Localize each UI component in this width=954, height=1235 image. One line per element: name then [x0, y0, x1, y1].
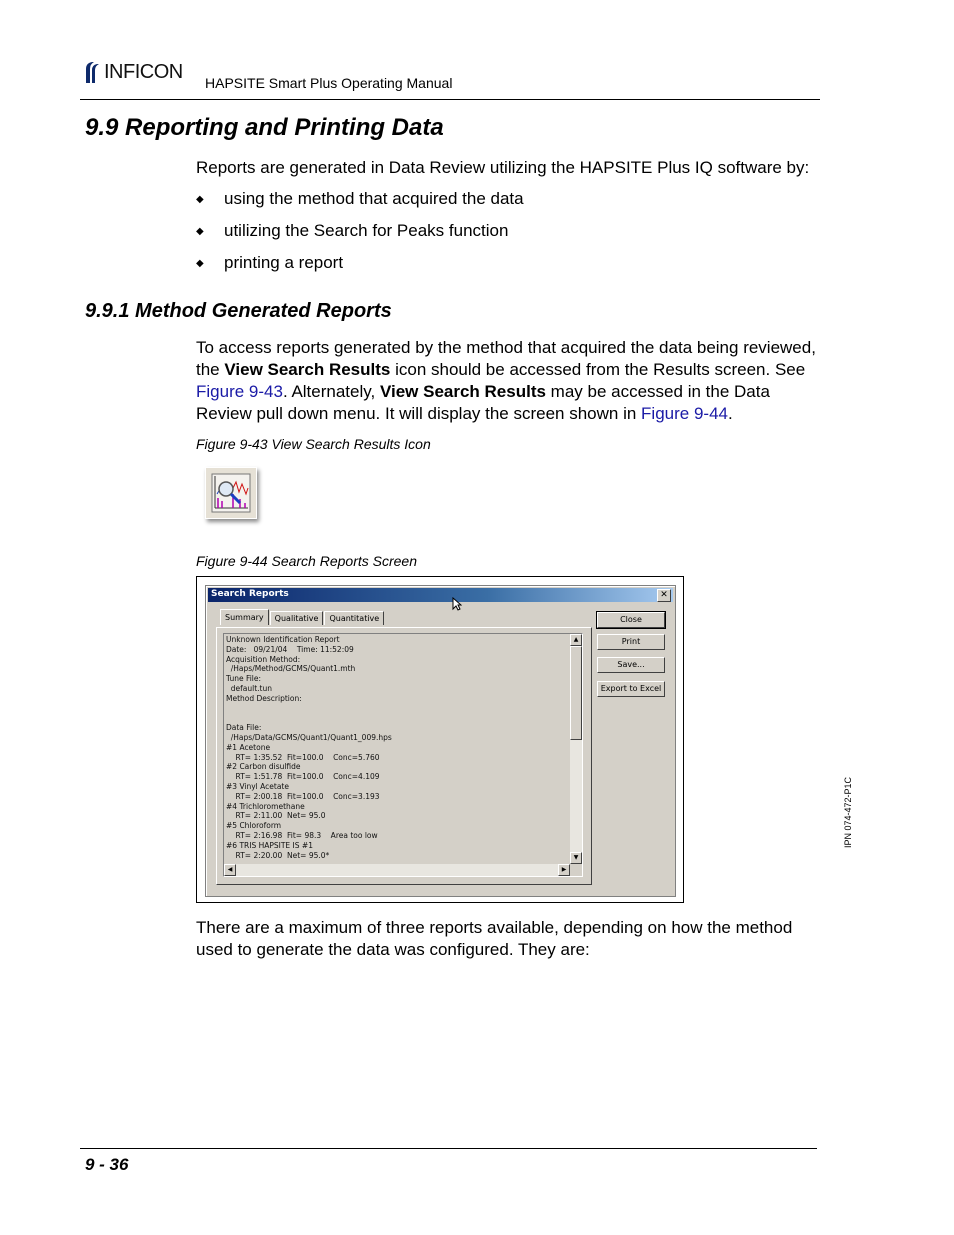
inficon-logo: [82, 60, 183, 84]
scroll-up-icon[interactable]: ▲: [570, 634, 582, 646]
dialog-titlebar[interactable]: [208, 588, 673, 602]
intro-paragraph: Reports are generated in Data Review utilizing the HAPSITE Plus IQ software by:: [196, 158, 810, 177]
dialog-title: Search Reports: [211, 589, 289, 599]
list-item: ◆ using the method that acquired the data: [196, 189, 524, 221]
list-item: ◆ utilizing the Search for Peaks function: [196, 221, 524, 253]
export-to-excel-button[interactable]: Export to Excel: [597, 681, 665, 697]
search-reports-dialog: [205, 585, 676, 897]
inficon-logo-mark-icon: [82, 61, 102, 83]
tab-qualitative[interactable]: Qualitative: [270, 611, 324, 625]
figure-43-caption: Figure 9-43 View Search Results Icon: [196, 436, 431, 452]
view-search-results-icon: [205, 467, 257, 519]
report-textarea[interactable]: [223, 633, 583, 877]
tab-summary[interactable]: Summary: [220, 609, 269, 625]
tab-quantitative[interactable]: Quantitative: [324, 611, 384, 625]
figure-9-43-link[interactable]: Figure 9-43: [196, 382, 283, 401]
closing-paragraph: There are a maximum of three reports available, depending on how the method used to generate the data was configured. They are:: [196, 918, 793, 959]
footer-rule: [80, 1148, 817, 1149]
manual-title: HAPSITE Smart Plus Operating Manual: [205, 75, 453, 91]
figure-9-44-link[interactable]: Figure 9-44: [641, 404, 728, 423]
horizontal-scrollbar[interactable]: [224, 864, 570, 876]
page-number: 9 - 36: [85, 1155, 129, 1174]
logo-text: INFICON: [104, 60, 183, 83]
method-paragraph: To access reports generated by the method that acquired the data being reviewed, the View Search Results icon should be accessed from the Results screen. See Figure 9-43. Alternately, View Search Results may be accessed in the Data Review pull down menu. It will display the screen shown in Figure 9-44.: [196, 338, 816, 423]
scroll-down-icon[interactable]: ▼: [570, 852, 582, 864]
document-id: IPN 074-472-P1C: [843, 776, 853, 848]
diamond-bullet-icon: ◆: [196, 226, 204, 237]
diamond-bullet-icon: ◆: [196, 258, 204, 269]
summary-panel: [216, 627, 592, 885]
report-text: Unknown Identification Report Date: 09/21/04 Time: 11:52:09 Acquisition Method: /Haps/Method/GCMS/Quant1.mth Tune File: default.tun Method Description: Data File: /Haps/Data/GCMS/Quant1/Quant1_009.hps #1 Acetone RT= 1:35.52 Fit=100.0 Conc=5.760 #2 Carbon disulfide RT= 1:51.78 Fit=100.0 Conc=4.109 #3 Vinyl Acetate RT= 2:00.18 Fit=100.0 Conc=3.193 #4 Trichloromethane RT= 2:11.00 Net= 95.0 #5 Chloroform RT= 2:16.98 Fit= 98.3 Area too low #6 TRIS HAPSITE IS #1 RT= 2:20.00 Net= 95.0*: [226, 635, 392, 860]
section-title: 9.9 Reporting and Printing Data: [85, 114, 444, 141]
print-button[interactable]: Print: [597, 634, 665, 650]
bullet-list: [196, 189, 524, 285]
scroll-left-icon[interactable]: ◀: [224, 864, 236, 876]
figure-44-caption: Figure 9-44 Search Reports Screen: [196, 553, 417, 569]
diamond-bullet-icon: ◆: [196, 194, 204, 205]
tab-strip: [220, 611, 385, 625]
scroll-thumb[interactable]: [570, 646, 582, 740]
header-rule: [80, 99, 820, 100]
scroll-right-icon[interactable]: ▶: [558, 864, 570, 876]
save-button[interactable]: Save...: [597, 657, 665, 673]
mouse-cursor-icon: [452, 596, 462, 615]
vertical-scrollbar[interactable]: [570, 634, 582, 864]
close-button[interactable]: Close: [597, 612, 665, 628]
close-icon[interactable]: ✕: [657, 589, 671, 602]
subsection-title: 9.9.1 Method Generated Reports: [85, 300, 392, 322]
list-item: ◆ printing a report: [196, 253, 524, 285]
